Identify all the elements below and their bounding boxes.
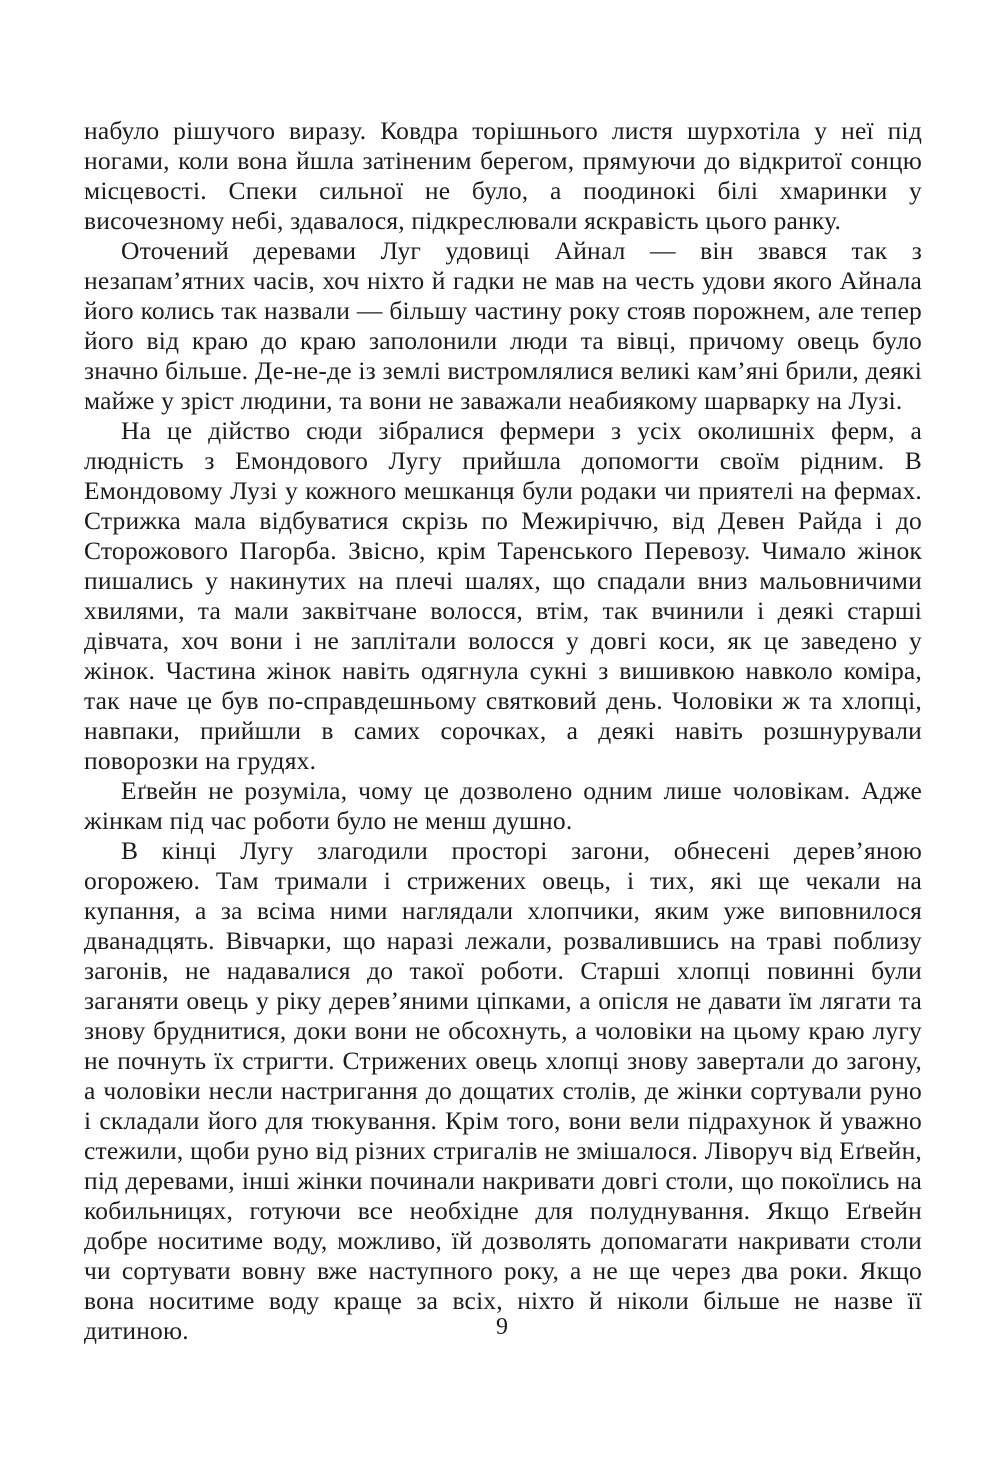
paragraph: Еґвейн не розуміла, чому це дозволено одним лише чоловікам. Адже жінкам під час роботи було не менш душно. [84, 776, 922, 835]
paragraph: На це дійство сюди зібралися фермери з усіх околишніх ферм, а людність з Емондового Лугу прийшла допомогти своїм рідним. В Емондовому Лузі у кожного мешканця були родаки чи приятелі на фермах. Стрижка мала відбуватися скрізь по Межиріччю, від Девен Райда і до Сторожового Пагорба. Звісно, крім Таренського Перевозу. Чимало жінок пишались у накинутих на плечі шалях, що спадали вниз мальовничими хвилями, та мали заквітчане волосся, втім, так вчинили і деякі старші дівчата, хоч вони і не заплітали волосся у довгі коси, як це заведено у жінок. Частина жінок навіть одягнула сукні з вишивкою навколо коміра, так наче це був по-справдешньому святковий день. Чоловіки ж та хлопці, навпаки, прийшли в самих сорочках, а деякі навіть розшнурували поворозки на грудях. [84, 416, 922, 775]
paragraph: В кінці Лугу злагодили просторі загони, обнесені дерев’яною огорожею. Там тримали і стрижених овець, і тих, які ще чекали на купання, а за всіма ними наглядали хлопчики, яким уже виповнилося дванадцять. Вівчарки, що наразі лежали, розвалившись на траві поблизу загонів, не надавалися до такої роботи. Старші хлопці повинні були заганяти овець у ріку дерев’яними ціпками, а опісля не давати їм лягати та знову бруднитися, доки вони не обсохнуть, а чоловіки на цьому краю лугу не почнуть їх стригти. Стрижених овець хлопці знову завертали до загону, а чоловіки несли настригання до дощатих столів, де жінки сортували руно і складали його для тюкування. Крім того, вони вели підрахунок й уважно стежили, щоби руно від різних стригалів не змішалося. Ліворуч від Еґвейн, під деревами, інші жінки починали накривати довгі столи, що покоїлись на кобильницях, готуючи все необхідне для полуднування. Якщо Еґвейн добре носитиме воду, можливо, їй дозволять допомагати накривати столи чи сортувати вовну вже наступного року, а не ще через два роки. Якщо вона носитиме воду краще за всіх, ніхто й ніколи більше не назве її дитиною. [84, 836, 922, 1345]
page-number: 9 [496, 1314, 508, 1340]
paragraph: Оточений деревами Луг удовиці Айнал — він звався так з незапам’ятних часів, хоч ніхто й гадки не мав на честь удови якого Айнала його колись так назвали — більшу частину року стояв порожнем, але тепер його від краю до краю заполонили люди та вівці, причому овець було значно більше. Де-не-де із землі вистромлялися великі кам’яні брили, деякі майже у зріст людини, та вони не заважали неабиякому шарварку на Лузі. [84, 236, 922, 415]
paragraph: набуло рішучого виразу. Ковдра торішнього листя шурхотіла у неї під ногами, коли вона йшла затіненим берегом, прямуючи до відкритої сонцю місцевості. Спеки сильної не було, а поодинокі білі хмаринки у височезному небі, здавалося, підкреслювали яскравість цього ранку. [84, 116, 922, 235]
page-text [84, 116, 922, 1346]
